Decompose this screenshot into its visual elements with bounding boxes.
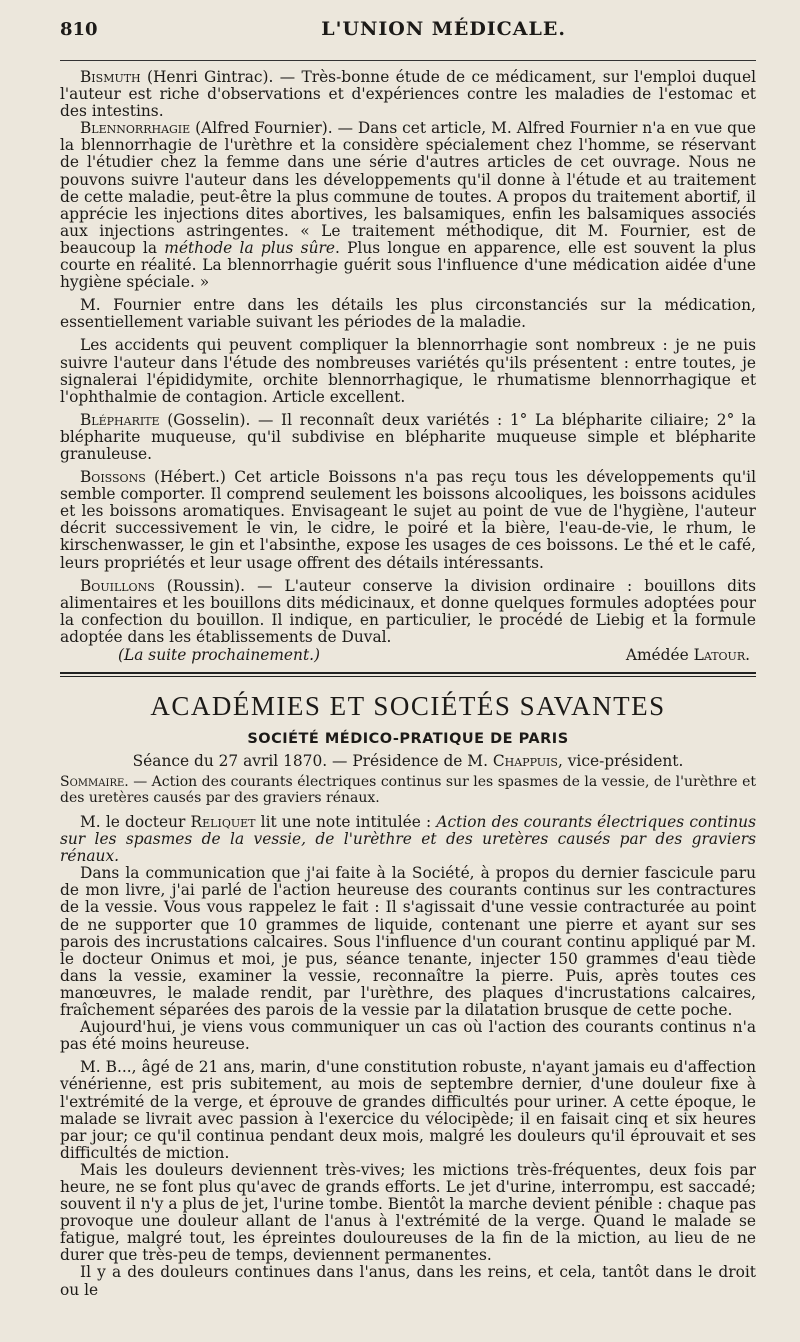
- society-title: SOCIÉTÉ MÉDICO-PRATIQUE DE PARIS: [247, 731, 569, 747]
- seance-line: Séance du 27 avril 1870. — Présidence de M. Chappuis, vice-président.: [132, 752, 684, 770]
- article-blepharite: [60, 412, 756, 463]
- body-paragraph: Dans la communication que j'ai faite à la Société, à propos du dernier fascicule paru de mon livre, j'ai parlé de l'action heureuse des courants continus sur les contractures de la vessie. Vous vous rappelez le fait : Il s'agissait d'une vessie contracturée au point de ne supporter que 10 grammes de liquide, contenant une pierre et ayant sur ses parois des incrustations calcaires. Sous l'influence d'un courant continu appliqué par M. le docteur Onimus et moi, je pus, séance tenante, injecter 150 grammes d'eau tiède dans la vessie, examiner la vessie, reconnaître la pierre. Puis, après toutes ces manœuvres, le malade rendit, par l'urèthre, des plaques d'incrustations calcaires, fraîchement séparées des parois de la vessie par la dilatation brusque de cette poche.: [60, 864, 756, 1020]
- article-text: (Hébert.) Cet article Boissons n'a pas reçu tous les développements qu'il semble comporter. Il comprend seulement les boissons alcooliques, les boissons acidules et les boissons aromatiques. Envisageant le sujet au point de vue de l'hygiène, l'auteur décrit successivement le vin, le cidre, le poiré et la bière, l'eau-de-vie, le rhum, le kirschenwasser, le gin et l'absinthe, expose les usages de ces boissons. Le thé et le café, leurs propriétés et leur usage offrent des détails intéressants.: [60, 468, 756, 572]
- article-boissons: [60, 469, 756, 572]
- section-separator: [60, 672, 756, 677]
- article-term: Bouillons: [80, 576, 155, 595]
- paragraph: Les accidents qui peuvent compliquer la blennorrhagie sont nombreux : je ne puis suivre l'auteur dans l'étude des nombreuses variétés qu'ils présentent : entre toutes, je signalerai l'épididymite, orchite blennorrhagique, le rhumatisme blennorrhagique et l'ophthalmie de contagion. Article excellent.: [60, 336, 756, 406]
- article-bismuth: [60, 69, 756, 120]
- article-term: Blennorrhagie: [80, 119, 191, 138]
- signoff-row: [60, 646, 756, 664]
- sommaire-label: Sommaire.: [60, 774, 129, 790]
- article-term: Bismuth: [80, 68, 141, 86]
- article-italic: méthode la plus sûre: [164, 238, 335, 257]
- sommaire: [60, 775, 756, 806]
- page-header: [60, 18, 756, 48]
- intro-paragraph: M. le docteur Reliquet lit une note intitulée : Action des courants électriques continus sur les spasmes de la vessie, de l'urèthre et des uretères causés par des graviers rénaux.: [60, 813, 756, 866]
- page-number: 810: [60, 19, 98, 40]
- article-term: Boissons: [80, 468, 146, 487]
- article-text: (Gosselin). — Il reconnaît deux variétés : 1° La blépharite ciliaire; 2° la blépharite muqueuse, qu'il subdivise en blépharite muqueuse simple et blépharite granuleuse.: [60, 410, 756, 463]
- article-bouillons: [60, 578, 756, 646]
- article-text: (Henri Gintrac). — Très-bonne étude de ce médicament, sur l'emploi duquel l'auteur est riche d'observations et d'expériences contre les maladies de l'estomac et des intestins.: [60, 68, 756, 121]
- to-be-continued: (La suite prochainement.): [118, 646, 321, 664]
- article-text-after: . Plus longue en apparence, elle est souvent la plus courte en réalité. La blennorrhagie guérit sous l'influence d'une médication aidée d'une hygiène spéciale. »: [60, 238, 756, 292]
- president-name: Chappuis: [492, 752, 558, 770]
- paragraph: M. Fournier entre dans les détails les plus circonstanciés sur la médication, essentiellement variable suivant les périodes de la maladie.: [60, 296, 756, 332]
- header-rule: [60, 60, 756, 61]
- article-term: Blépharite: [80, 410, 160, 429]
- body-paragraph: M. B..., âgé de 21 ans, marin, d'une constitution robuste, n'ayant jamais eu d'affection vénérienne, est pris subitement, au mois de septembre dernier, d'une douleur fixe à l'extrémité de la verge, et éprouve de grandes difficultés pour uriner. A cette époque, le malade se livrait avec passion à l'exercice du vélocipède; il en faisait cinq et six heures par jour; ce qu'il continua pendant deux mois, malgré les douleurs qu'il éprouvait et ses difficultés de miction.: [60, 1058, 756, 1162]
- article-text: (Roussin). — L'auteur conserve la division ordinaire : bouillons dits alimentaires et les bouillons dits médicinaux, et donne quelques formules adoptées pour la confection du bouillon. Il indique, en particulier, le procédé de Liebig et la formule adoptée dans les établissements de Duval.: [60, 576, 756, 646]
- running-title: L'UNION MÉDICALE.: [321, 18, 566, 40]
- body-paragraph: Il y a des douleurs continues dans l'anus, dans les reins, et cela, tantôt dans le droit ou le: [60, 1263, 756, 1299]
- article-blennorrhagie: [60, 120, 756, 291]
- body-paragraph: Mais les douleurs deviennent très-vives; les mictions très-fréquentes, deux fois par heure, ne se font plus qu'avec de grands efforts. Le jet d'urine, interrompu, est saccadé; souvent il n'y a plus de jet, l'urine tombe. Bientôt la marche devient pénible : chaque pas provoque une douleur allant de l'anus à l'extrémité de la verge. Quand le malade se fatigue, malgré tout, les épreintes douloureuses de la fin de la miction, au lieu de ne durer que très-peu de temps, deviennent permanentes.: [60, 1160, 756, 1265]
- author-signature: Amédée Latour.: [625, 646, 750, 664]
- speaker-name: Reliquet: [190, 813, 256, 831]
- body-paragraph: Aujourd'hui, je viens vous communiquer un cas où l'action des courants continus n'a pas été moins heureuse.: [60, 1018, 756, 1054]
- sommaire-text: — Action des courants électriques continus sur les spasmes de la vessie, de l'urèthre et des uretères causés par des graviers rénaux.: [60, 774, 756, 806]
- note-title: Action des courants électriques continus sur les spasmes de la vessie, de l'urèthre et des uretères causés par des graviers rénaux.: [60, 813, 756, 866]
- article-text: (Alfred Fournier). — Dans cet article, M. Alfred Fournier n'a en vue que la blennorrhagie de l'urèthre et la considère spécialement chez l'homme, se réservant de l'étudier chez la femme dans une série d'autres articles de cet ouvrage. Nous ne pouvons suivre l'auteur dans les développements qu'il donne à l'étude et au traitement de cette maladie, peut-être la plus commune de toutes. A propos du traitement abortif, il apprécie les injections dites abortives, les balsamiques, enfin les balsamiques associés aux injections astringentes. « Le traitement méthodique, dit M. Fournier, est de beaucoup la: [60, 119, 756, 257]
- section-title: ACADÉMIES ET SOCIÉTÉS SAVANTES: [150, 691, 666, 721]
